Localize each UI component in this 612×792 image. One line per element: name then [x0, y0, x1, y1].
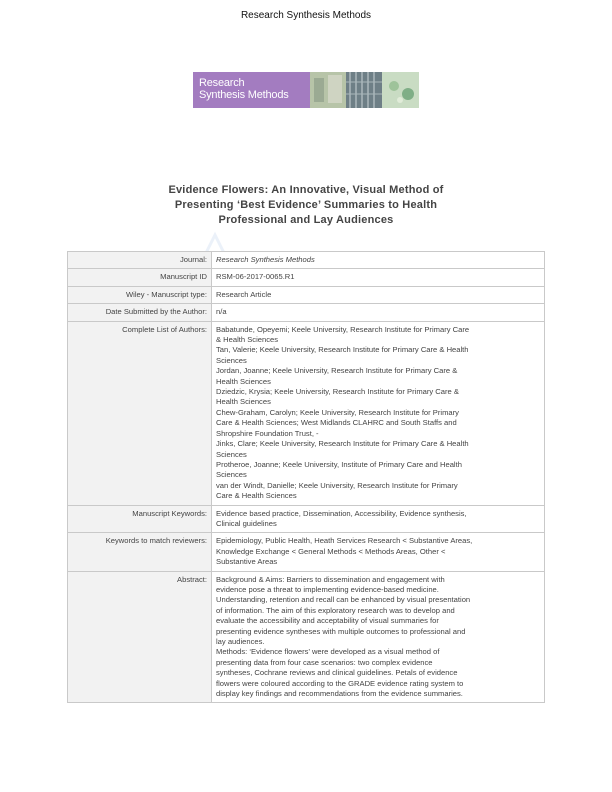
abstract-line: display key findings and recommendations from the evidence summaries.: [216, 689, 463, 699]
manuscript-metadata-table: [67, 251, 545, 703]
title-line-1: Evidence Flowers: An Innovative, Visual Method of: [168, 184, 444, 196]
authors-line: Sciences: [216, 470, 247, 480]
row-abstract: [68, 571, 545, 703]
authors-line: Sciences: [216, 449, 247, 459]
date-label: Date Submitted by the Author:: [68, 304, 212, 321]
keywords-value: [212, 505, 545, 533]
banner-line-1: Research: [199, 77, 245, 89]
row-manuscript-id: [68, 269, 545, 286]
row-keywords: [68, 505, 545, 533]
manuscript-title: [0, 183, 612, 228]
authors-line: Health Sciences: [216, 376, 271, 386]
authors-label: Complete List of Authors:: [68, 321, 212, 505]
reviewer-keywords-value: [212, 533, 545, 571]
date-value: n/a: [212, 304, 545, 321]
manuscript-type-value: Research Article: [212, 286, 545, 303]
title-line-2: Presenting ‘Best Evidence’ Summaries to Health: [174, 199, 438, 211]
authors-line: Care & Health Sciences; West Midlands CLAHRC and South Staffs and: [216, 418, 457, 428]
abstract-line: Methods: ‘Evidence flowers’ were developed as a visual method of: [216, 647, 440, 657]
banner-photo-strip: [310, 72, 419, 108]
abstract-line: lay audiences.: [216, 637, 265, 646]
abstract-line: syntheses, Cochrane reviews and clinical guidelines. Petals of evidence: [216, 668, 458, 678]
authors-line: Care & Health Sciences: [216, 491, 297, 501]
banner-text: [193, 72, 310, 108]
authors-line: Tan, Valerie; Keele University, Research Institute for Primary Care & Health: [216, 345, 469, 355]
abstract-line: presenting data from four case scenarios: two complex evidence: [216, 657, 433, 667]
authors-value: [212, 321, 545, 505]
authors-line: Jordan, Joanne; Keele University, Research Institute for Primary Care &: [216, 366, 458, 376]
journal-banner: [193, 72, 419, 108]
authors-line: Shropshire Foundation Trust, -: [216, 428, 319, 438]
authors-line: Chew-Graham, Carolyn; Keele University, Research Institute for Primary: [216, 407, 459, 417]
authors-line: Dziedzic, Krysia; Keele University, Research Institute for Primary Care &: [216, 387, 459, 397]
journal-label: Journal:: [68, 252, 212, 269]
abstract-line: presenting evidence syntheses with multiple outcomes to professional and: [216, 626, 466, 636]
authors-line: van der Windt, Danielle; Keele University, Research Institute for Primary: [216, 480, 458, 490]
journal-value: Research Synthesis Methods: [212, 252, 545, 269]
row-manuscript-type: [68, 286, 545, 303]
row-date-submitted: [68, 304, 545, 321]
authors-line: Babatunde, Opeyemi; Keele University, Research Institute for Primary Care: [216, 324, 470, 334]
authors-line: Jinks, Clare; Keele University, Research Institute for Primary Care & Health: [216, 439, 469, 449]
reviewer-keywords-line: Knowledge Exchange < General Methods < Methods Areas, Other <: [216, 546, 446, 556]
title-line-3: Professional and Lay Audiences: [218, 214, 394, 226]
row-authors: [68, 321, 545, 505]
abstract-line: Understanding, retention and recall can be enhanced by visual presentation: [216, 595, 471, 605]
authors-line: Health Sciences: [216, 397, 271, 407]
manuscript-id-label: Manuscript ID: [68, 269, 212, 286]
manuscript-id-value: RSM-06-2017-0065.R1: [212, 269, 545, 286]
reviewer-keywords-label: Keywords to match reviewers:: [68, 533, 212, 571]
abstract-line: evaluate the accessibility and acceptability of visual summaries for: [216, 616, 439, 626]
running-header: Research Synthesis Methods: [240, 10, 372, 21]
row-reviewer-keywords: [68, 533, 545, 571]
abstract-line: of information. The aim of this exploratory research was to develop and: [216, 605, 455, 615]
abstract-value: [212, 571, 545, 703]
authors-line: Protheroe, Joanne; Keele University, Institute of Primary Care and Health: [216, 459, 462, 469]
keywords-line: Clinical guidelines: [216, 518, 277, 528]
reviewer-keywords-line: Epidemiology, Public Health, Heath Services Research < Substantive Areas,: [216, 536, 473, 546]
abstract-line: Background & Aims: Barriers to dissemination and engagement with: [216, 574, 445, 584]
abstract-line: flowers were coloured according to the GRADE evidence rating system to: [216, 678, 464, 688]
authors-line: Sciences: [216, 355, 247, 365]
keywords-line: Evidence based practice, Dissemination, Accessibility, Evidence synthesis,: [216, 508, 467, 518]
manuscript-type-label: Wiley - Manuscript type:: [68, 286, 212, 303]
row-journal: [68, 252, 545, 269]
abstract-line: evidence pose a threat to implementing evidence-based medicine.: [216, 584, 439, 594]
banner-line-2: Synthesis Methods: [199, 89, 289, 101]
authors-line: & Health Sciences: [216, 335, 279, 345]
abstract-label: Abstract:: [68, 571, 212, 703]
keywords-label: Manuscript Keywords:: [68, 505, 212, 533]
reviewer-keywords-line: Substantive Areas: [216, 557, 278, 567]
